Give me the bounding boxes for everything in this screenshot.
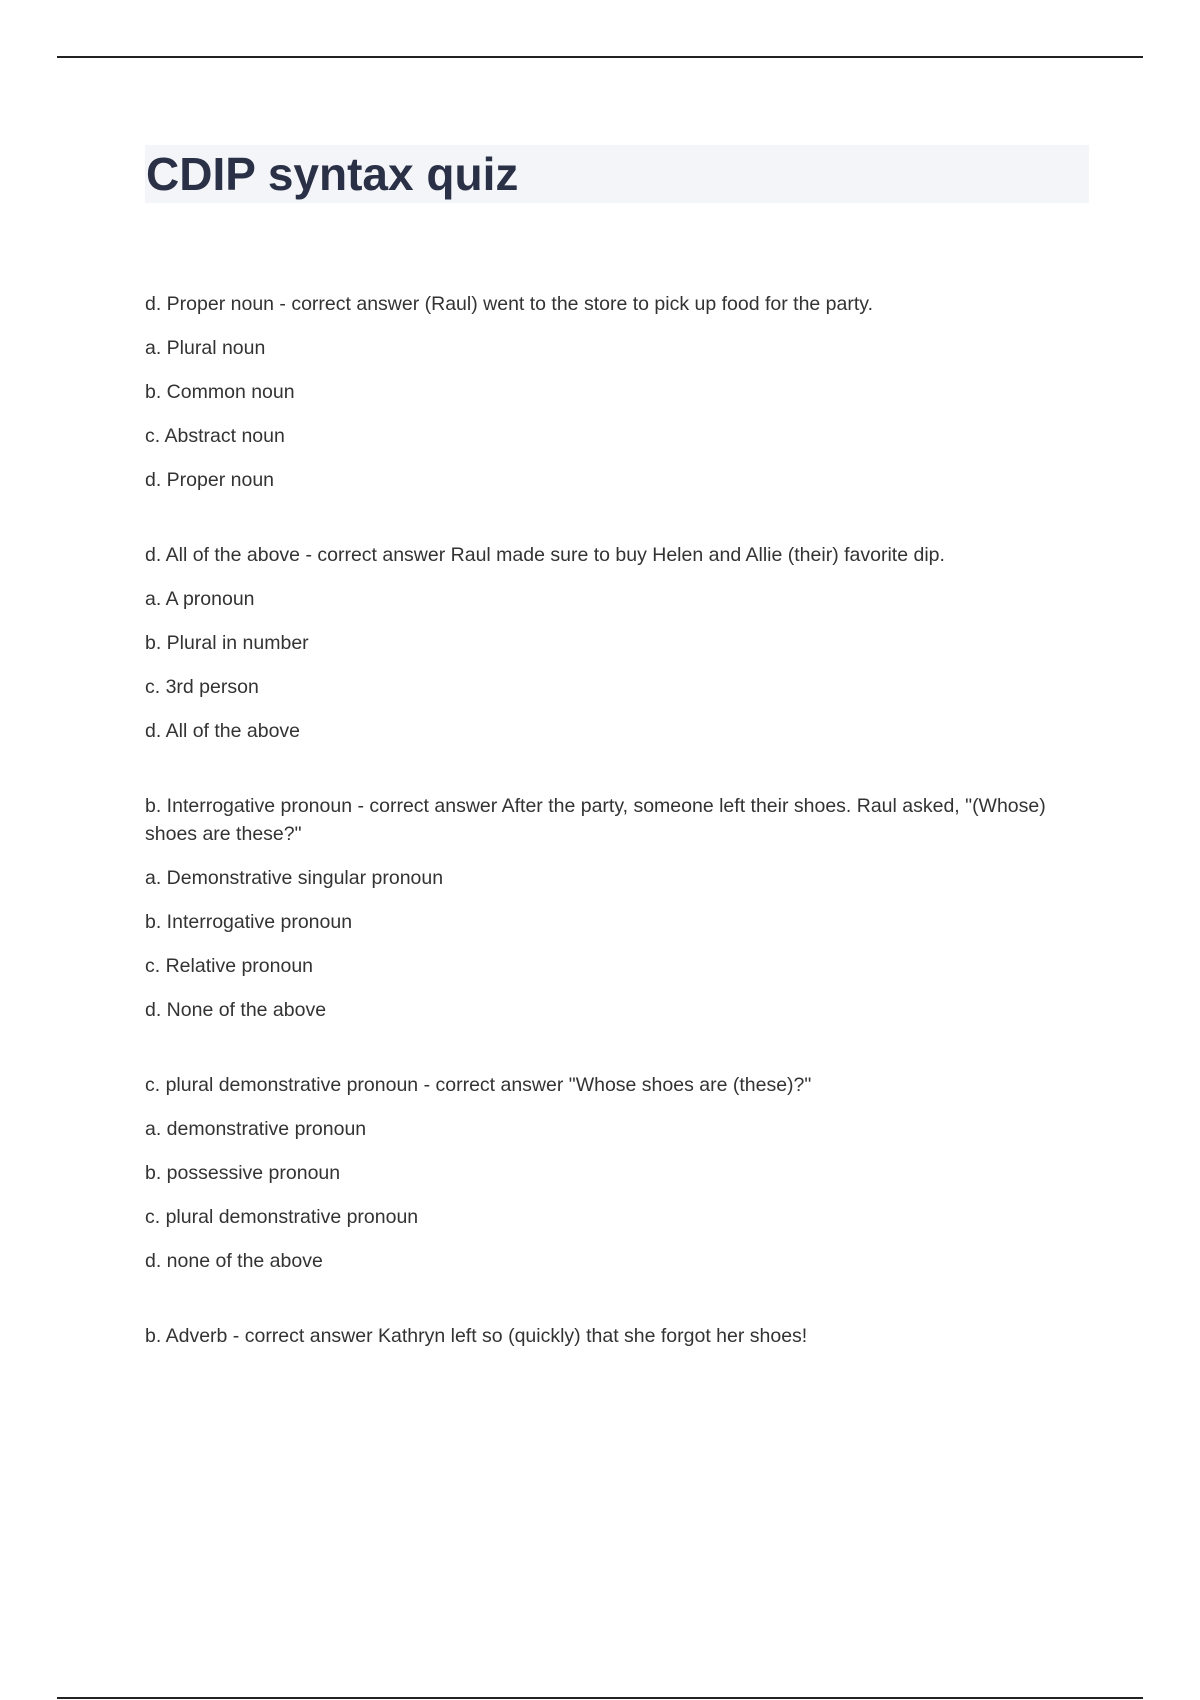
- option-d: d. none of the above: [145, 1250, 323, 1272]
- question-block-5: [145, 1322, 1090, 1350]
- option-list: [145, 585, 1090, 745]
- page-title: CDIP syntax quiz: [146, 148, 519, 200]
- question-block-3: [145, 792, 1090, 1024]
- quiz-content: [145, 290, 1090, 1397]
- option-d: d. All of the above: [145, 720, 301, 742]
- option-c: c. Abstract noun: [145, 425, 285, 447]
- option-a: a. Plural noun: [145, 337, 266, 359]
- question-text: d. Proper noun - correct answer (Raul) went to the store to pick up food for the party.: [145, 293, 873, 315]
- question-text: b. Adverb - correct answer Kathryn left so (quickly) that she forgot her shoes!: [145, 1325, 808, 1347]
- option-list: [145, 334, 1090, 494]
- option-c: c. 3rd person: [145, 676, 259, 698]
- option-c: c. Relative pronoun: [145, 955, 314, 977]
- question-text: d. All of the above - correct answer Raul made sure to buy Helen and Allie (their) favorite dip.: [145, 544, 945, 566]
- option-d: d. None of the above: [145, 999, 327, 1021]
- question-text: c. plural demonstrative pronoun - correct answer "Whose shoes are (these)?": [145, 1074, 812, 1096]
- option-b: b. possessive pronoun: [145, 1162, 341, 1184]
- option-a: a. A pronoun: [145, 588, 255, 610]
- option-c: c. plural demonstrative pronoun: [145, 1206, 419, 1228]
- option-a: a. demonstrative pronoun: [145, 1118, 367, 1140]
- option-b: b. Interrogative pronoun: [145, 911, 353, 933]
- question-block-1: [145, 290, 1090, 494]
- option-b: b. Plural in number: [145, 632, 309, 654]
- question-block-4: [145, 1071, 1090, 1275]
- option-list: [145, 1115, 1090, 1275]
- question-text: b. Interrogative pronoun - correct answer After the party, someone left their shoes. Raul asked, "(Whose) shoes are these?": [145, 795, 1046, 845]
- option-b: b. Common noun: [145, 381, 295, 403]
- option-d: d. Proper noun: [145, 469, 275, 491]
- question-block-2: [145, 541, 1090, 745]
- option-list: [145, 864, 1090, 1024]
- top-rule: [57, 56, 1143, 58]
- bottom-rule: [57, 1697, 1143, 1699]
- option-a: a. Demonstrative singular pronoun: [145, 867, 444, 889]
